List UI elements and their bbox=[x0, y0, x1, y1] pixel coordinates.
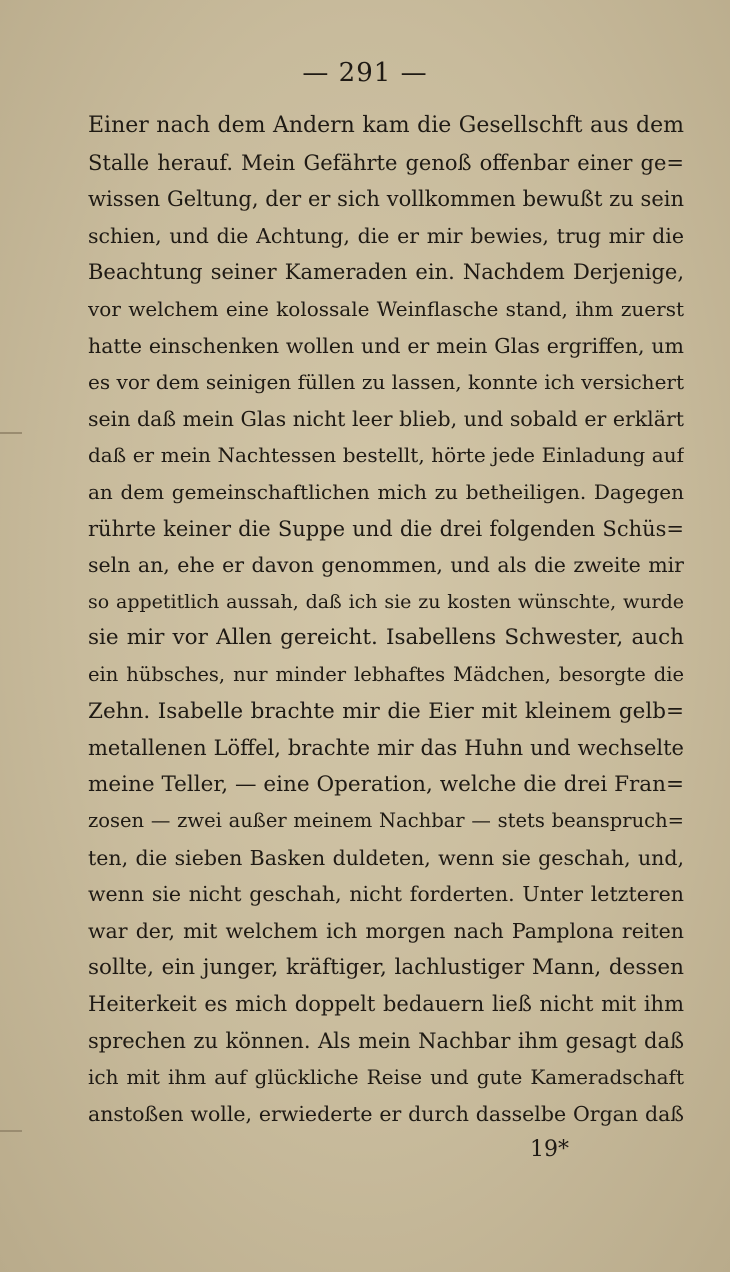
text-line: war der, mit welchem ich morgen nach Pamplona reiten bbox=[88, 919, 684, 944]
text-line: an dem gemeinschaftlichen mich zu betheiligen. Dagegen bbox=[88, 479, 684, 504]
text-line: so appetitlich aussah, daß ich sie zu kosten wünschte, wurde bbox=[88, 590, 684, 613]
text-line: daß er mein Nachtessen bestellt, hörte jede Einladung auf bbox=[88, 443, 684, 468]
text-line: ich mit ihm auf glückliche Reise und gute Kameradschaft bbox=[88, 1065, 684, 1090]
text-line: metallenen Löffel, brachte mir das Huhn und wechselte bbox=[88, 736, 684, 761]
text-line: Heiterkeit es mich doppelt bedauern ließ nicht mit ihm bbox=[88, 992, 684, 1017]
text-line: sein daß mein Glas nicht leer blieb, und sobald er erklärt bbox=[88, 406, 684, 431]
text-line: Zehn. Isabelle brachte mir die Eier mit kleinem gelb= bbox=[88, 698, 684, 724]
text-line: wenn sie nicht geschah, nicht forderten. Unter letzteren bbox=[88, 882, 684, 907]
page-edge-mark bbox=[0, 432, 22, 434]
text-line: schien, und die Achtung, die er mir bewies, trug mir die bbox=[88, 223, 684, 248]
page-edge-mark bbox=[0, 1130, 22, 1132]
text-line: Beachtung seiner Kameraden ein. Nachdem Derjenige, bbox=[88, 260, 684, 285]
text-line: sprechen zu können. Als mein Nachbar ihm gesagt daß bbox=[88, 1028, 684, 1053]
text-line: Stalle herauf. Mein Gefährte genoß offenbar einer ge= bbox=[88, 150, 684, 175]
signature-mark: 19* bbox=[530, 1137, 569, 1162]
text-line: sollte, ein junger, kräftiger, lachlustiger Mann, dessen bbox=[88, 954, 684, 980]
text-line: meine Teller, — eine Operation, welche die drei Fran= bbox=[88, 771, 684, 797]
text-line: rührte keiner die Suppe und die drei folgenden Schüs= bbox=[88, 516, 684, 541]
text-line: ten, die sieben Basken duldeten, wenn sie geschah, und, bbox=[88, 845, 684, 870]
text-line: ein hübsches, nur minder lebhaftes Mädchen, besorgte die bbox=[88, 662, 684, 686]
text-line: hatte einschenken wollen und er mein Glas ergriffen, um bbox=[88, 333, 684, 358]
text-line: zosen — zwei außer meinem Nachbar — stets beanspruch= bbox=[88, 809, 684, 833]
text-line: Einer nach dem Andern kam die Gesellschft aus dem bbox=[88, 113, 684, 138]
page-number: — 291 — bbox=[302, 58, 428, 88]
text-line: wissen Geltung, der er sich vollkommen bewußt zu sein bbox=[88, 187, 684, 212]
text-line: es vor dem seinigen füllen zu lassen, konnte ich versichert bbox=[88, 370, 684, 395]
body-text bbox=[88, 108, 684, 1133]
text-line: vor welchem eine kolossale Weinflasche stand, ihm zuerst bbox=[88, 296, 684, 321]
text-line: anstoßen wolle, erwiederte er durch dasselbe Organ daß bbox=[88, 1102, 684, 1127]
text-line: sie mir vor Allen gereicht. Isabellens Schwester, auch bbox=[88, 625, 684, 651]
text-line: seln an, ehe er davon genommen, und als die zweite mir bbox=[88, 553, 684, 578]
